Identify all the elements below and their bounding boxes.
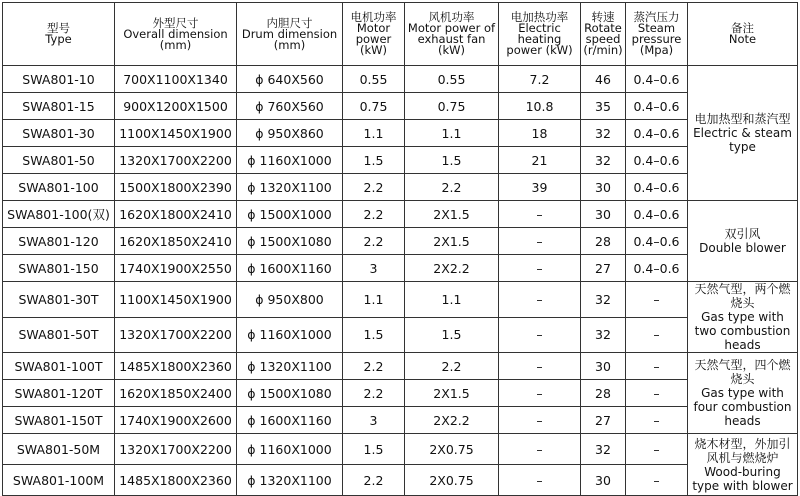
overall-cell: 1500X1800X2390 [115,174,237,201]
drum-cell: ϕ 1160X1000 [237,434,343,465]
speed-cell: 30 [581,465,626,496]
drum-cell: ϕ 1500X1080 [237,228,343,255]
overall-cell: 1100X1450X1900 [115,282,237,318]
drum-cell: ϕ 950X800 [237,282,343,318]
header-steam: 蒸汽压力 Steam pressure (Mpa) [626,3,688,66]
motor-cell: 0.75 [343,93,405,120]
table-row [3,201,798,228]
drum-cell: ϕ 1600X1160 [237,255,343,282]
overall-cell: 1485X1800X2360 [115,465,237,496]
motor-cell: 3 [343,255,405,282]
fan-cell: 2.2 [405,353,499,380]
fan-cell: 0.75 [405,93,499,120]
table-row [3,380,798,407]
overall-cell: 1320X1700X2200 [115,147,237,174]
drum-cell: ϕ 1600X1160 [237,407,343,434]
fan-cell: 2X1.5 [405,228,499,255]
model-cell: SWA801-150 [3,255,115,282]
speed-cell: 27 [581,407,626,434]
motor-cell: 0.55 [343,66,405,93]
steam-cell: 0.4–0.6 [626,120,688,147]
fan-cell: 0.55 [405,66,499,93]
overall-cell: 1485X1800X2360 [115,353,237,380]
heating-cell: – [499,353,581,380]
motor-cell: 2.2 [343,228,405,255]
overall-cell: 1620X1850X2400 [115,380,237,407]
table-row [3,434,798,465]
drum-cell: ϕ 1320X1100 [237,174,343,201]
motor-cell: 2.2 [343,465,405,496]
fan-cell: 2X0.75 [405,434,499,465]
heating-cell: – [499,465,581,496]
model-cell: SWA801-100M [3,465,115,496]
fan-cell: 1.1 [405,282,499,318]
header-heating: 电加热功率 Electric heating power (kW) [499,3,581,66]
speed-cell: 32 [581,434,626,465]
motor-cell: 2.2 [343,201,405,228]
note-cell: 双引风 Double blower [688,201,798,282]
heating-cell: 7.2 [499,66,581,93]
motor-cell: 1.5 [343,434,405,465]
model-cell: SWA801-120T [3,380,115,407]
steam-cell: – [626,380,688,407]
drum-cell: ϕ 1160X1000 [237,317,343,353]
drum-cell: ϕ 640X560 [237,66,343,93]
overall-cell: 1740X1900X2600 [115,407,237,434]
model-cell: SWA801-100(双) [3,201,115,228]
motor-cell: 2.2 [343,353,405,380]
note-cell: 电加热型和蒸汽型 Electric & steam type [688,66,798,201]
speed-cell: 32 [581,282,626,318]
note-cell: 天然气型，四个燃烧头 Gas type with four combustion heads [688,353,798,434]
heating-cell: – [499,282,581,318]
overall-cell: 1620X1850X2410 [115,228,237,255]
fan-cell: 2X2.2 [405,407,499,434]
table-row [3,407,798,434]
speed-cell: 46 [581,66,626,93]
steam-cell: – [626,282,688,318]
spec-table [2,2,798,496]
steam-cell: 0.4–0.6 [626,255,688,282]
drum-cell: ϕ 950X860 [237,120,343,147]
header-model: 型号 Type [3,3,115,66]
table-row [3,174,798,201]
model-cell: SWA801-10 [3,66,115,93]
overall-cell: 1320X1700X2200 [115,317,237,353]
note-cell: 烧木材型，外加引风机与燃烧炉 Wood-buring type with blower [688,434,798,496]
speed-cell: 32 [581,147,626,174]
drum-cell: ϕ 760X560 [237,93,343,120]
steam-cell: 0.4–0.6 [626,66,688,93]
motor-cell: 2.2 [343,174,405,201]
fan-cell: 2X1.5 [405,380,499,407]
overall-cell: 1620X1800X2410 [115,201,237,228]
fan-cell: 1.5 [405,147,499,174]
model-cell: SWA801-100T [3,353,115,380]
speed-cell: 30 [581,353,626,380]
overall-cell: 1740X1900X2550 [115,255,237,282]
heating-cell: – [499,380,581,407]
speed-cell: 28 [581,228,626,255]
speed-cell: 28 [581,380,626,407]
drum-cell: ϕ 1500X1080 [237,380,343,407]
heating-cell: – [499,255,581,282]
fan-cell: 1.5 [405,317,499,353]
table-row [3,465,798,496]
table-row [3,66,798,93]
heating-cell: 10.8 [499,93,581,120]
drum-cell: ϕ 1320X1100 [237,465,343,496]
fan-cell: 2X1.5 [405,201,499,228]
fan-cell: 2X2.2 [405,255,499,282]
overall-cell: 1320X1700X2200 [115,434,237,465]
table-row [3,353,798,380]
table-row [3,228,798,255]
motor-cell: 1.5 [343,147,405,174]
table-row [3,255,798,282]
speed-cell: 30 [581,201,626,228]
header-speed: 转速 Rotate speed (r/min) [581,3,626,66]
header-fan: 风机功率 Motor power of exhaust fan (kW) [405,3,499,66]
model-cell: SWA801-50T [3,317,115,353]
steam-cell: – [626,317,688,353]
table-row [3,282,798,318]
speed-cell: 30 [581,174,626,201]
steam-cell: – [626,353,688,380]
steam-cell: – [626,465,688,496]
note-cell: 天然气型，两个燃烧头 Gas type with two combustion heads [688,282,798,353]
header-overall: 外型尺寸 Overall dimension (mm) [115,3,237,66]
drum-cell: ϕ 1320X1100 [237,353,343,380]
heating-cell: 21 [499,147,581,174]
motor-cell: 1.1 [343,282,405,318]
heating-cell: – [499,201,581,228]
table-row [3,120,798,147]
steam-cell: – [626,434,688,465]
heating-cell: – [499,317,581,353]
heating-cell: 39 [499,174,581,201]
overall-cell: 1100X1450X1900 [115,120,237,147]
speed-cell: 32 [581,317,626,353]
motor-cell: 3 [343,407,405,434]
steam-cell: 0.4–0.6 [626,147,688,174]
speed-cell: 32 [581,120,626,147]
header-note: 备注 Note [688,3,798,66]
motor-cell: 2.2 [343,380,405,407]
steam-cell: 0.4–0.6 [626,228,688,255]
motor-cell: 1.5 [343,317,405,353]
steam-cell: 0.4–0.6 [626,174,688,201]
steam-cell: – [626,407,688,434]
motor-cell: 1.1 [343,120,405,147]
model-cell: SWA801-50 [3,147,115,174]
table-row [3,93,798,120]
heating-cell: – [499,434,581,465]
table-row [3,147,798,174]
header-row [3,3,798,66]
heating-cell: 18 [499,120,581,147]
table-row [3,317,798,353]
model-cell: SWA801-120 [3,228,115,255]
steam-cell: 0.4–0.6 [626,201,688,228]
overall-cell: 700X1100X1340 [115,66,237,93]
model-cell: SWA801-150T [3,407,115,434]
model-cell: SWA801-100 [3,174,115,201]
model-cell: SWA801-30T [3,282,115,318]
fan-cell: 1.1 [405,120,499,147]
heating-cell: – [499,407,581,434]
model-cell: SWA801-30 [3,120,115,147]
drum-cell: ϕ 1160X1000 [237,147,343,174]
fan-cell: 2.2 [405,174,499,201]
fan-cell: 2X0.75 [405,465,499,496]
speed-cell: 27 [581,255,626,282]
header-motor: 电机功率 Motor power (kW) [343,3,405,66]
model-cell: SWA801-50M [3,434,115,465]
heating-cell: – [499,228,581,255]
speed-cell: 35 [581,93,626,120]
overall-cell: 900X1200X1500 [115,93,237,120]
model-cell: SWA801-15 [3,93,115,120]
drum-cell: ϕ 1500X1000 [237,201,343,228]
header-drum: 内胆尺寸 Drum dimension (mm) [237,3,343,66]
steam-cell: 0.4–0.6 [626,93,688,120]
